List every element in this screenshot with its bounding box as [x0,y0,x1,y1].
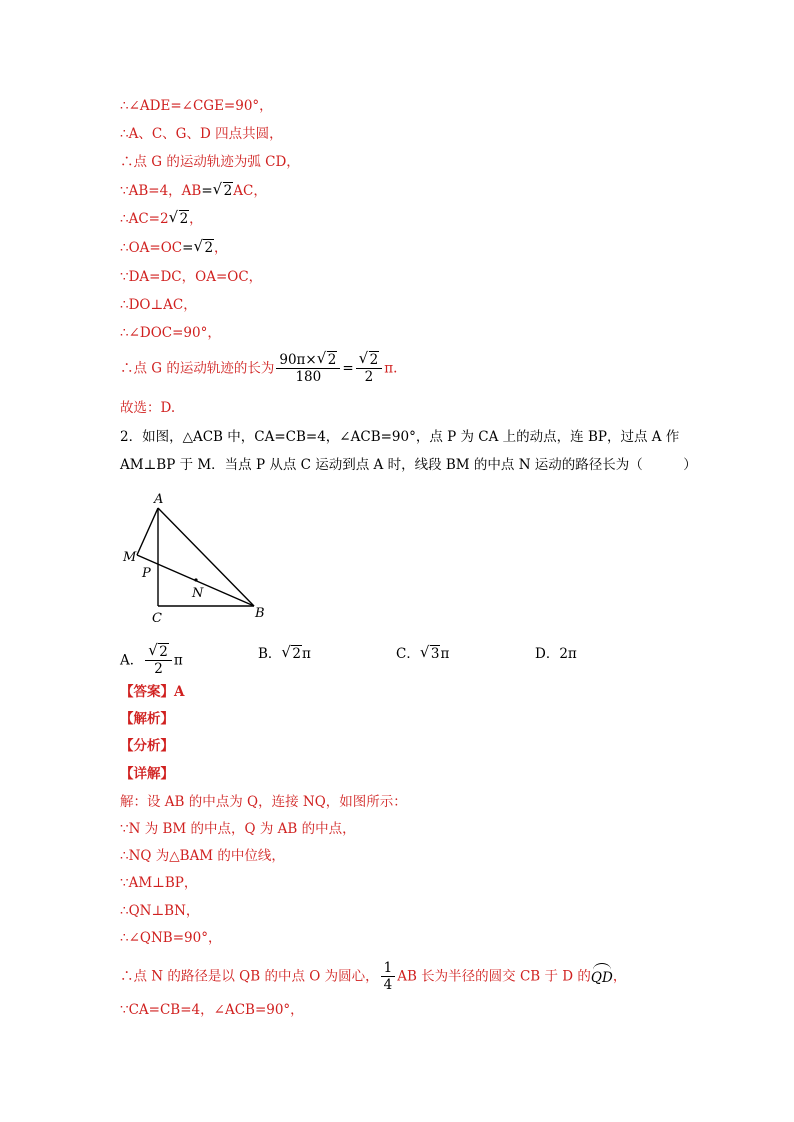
text: AB 长为半径的圆交 CB 于 D 的 [397,968,591,985]
solution-line: ∵DA=DC，OA=OC， [120,269,263,285]
equals: = [342,360,354,377]
denominator: 2 [364,369,374,385]
denominator: 2 [154,661,163,677]
option-b [258,644,311,664]
fraction [356,352,383,385]
text: ∵AB=4，AB [120,183,202,199]
arc-qd [591,965,613,988]
numerator: 90π× [279,352,317,368]
text: ∴点 G 的运动轨迹的长为 [120,360,275,377]
radicand: 2 [204,240,214,256]
solution-line: 解：设 AB 的中点为 Q，连接 NQ，如图所示： [120,794,407,810]
sqrt [282,644,302,664]
fraction [276,352,340,385]
option-a [120,644,183,677]
solution-line [120,352,397,385]
option-label: B． [258,646,282,662]
solution-line: ∵AM⊥BP， [120,875,198,891]
option-label: D． [535,646,560,662]
sqrt [360,352,380,368]
solution-line: ∴点 G 的运动轨迹为弧 CD， [120,154,300,170]
radicand: 2 [327,352,337,368]
detail-heading: 【详解】 [120,766,174,782]
radicand: 2 [292,646,302,662]
radicand: 2 [179,211,189,227]
text: ∴OA=OC [120,240,183,256]
sqrt [214,181,234,201]
solution-line [120,181,267,201]
label-m: M [123,550,137,565]
sqrt [318,352,338,368]
text: ， [214,240,228,256]
solution-line [120,209,203,229]
segment-ab [158,508,254,606]
label-c: C [152,611,162,626]
label-a: A [154,492,164,507]
label-n: N [192,586,204,601]
equals: = [182,240,194,256]
solution-line: ∴NQ 为△BAM 的中位线， [120,848,285,864]
option-d [535,644,577,664]
label-p: P [142,566,151,581]
option-value: 2π [559,646,577,662]
segment-am [137,508,158,555]
sqrt [149,644,169,660]
fraction [381,960,396,993]
solution-line: ∵CA=CB=4，∠ACB=90°， [120,1002,304,1018]
solution-line: ∴DO⊥AC， [120,297,197,313]
radicand: 2 [159,644,168,660]
equals: = [201,183,213,199]
text: ∴AC=2 [120,211,169,227]
answer-line: 故选：D. [120,400,176,416]
point-n [194,578,197,581]
text: ， [189,211,203,227]
text: π. [384,360,398,377]
question-line: AM⊥BP 于 M．当点 P 从点 C 运动到点 A 时，线段 BM 的中点 N 运动的路径长为（ ） [120,457,697,473]
option-label: C． [396,646,420,662]
option-label: A． [120,652,144,669]
pi: π [440,646,450,662]
solution-line: ∴∠DOC=90°， [120,325,221,341]
solution-line [120,960,626,993]
numerator: 1 [381,960,396,977]
analysis-heading: 【分析】 [120,738,174,754]
sqrt [170,209,190,229]
question-line: 2．如图，△ACB 中，CA=CB=4，∠ACB=90°，点 P 为 CA 上的动点，连 BP，过点 A 作 [120,429,680,445]
label-b: B [255,606,265,621]
radicand: 3 [430,646,440,662]
denominator: 4 [383,977,393,993]
solution-line: ∴A、C、G、D 四点共圆， [120,126,283,142]
pi: π [302,646,311,662]
analysis-heading: 【解析】 [120,711,174,727]
solution-line: ∴∠ADE=∠CGE=90°， [120,98,273,114]
radicand: 2 [223,183,233,199]
option-c [396,644,449,664]
solution-line: ∴QN⊥BN， [120,903,200,919]
text: ∴点 N 的路径是以 QB 的中点 O 为圆心， [120,968,379,985]
pi: π [173,652,183,669]
fraction [145,644,172,677]
text: AC， [233,183,267,199]
triangle-figure [118,488,278,628]
sqrt [421,644,441,664]
sqrt [194,238,214,258]
denominator: 180 [295,369,322,385]
solution-line: ∵N 为 BM 的中点，Q 为 AB 的中点， [120,821,356,837]
arc-label: QD [590,970,613,986]
text: ， [612,968,627,985]
radicand: 2 [369,352,379,368]
solution-line [120,238,228,258]
solution-line: ∴∠QNB=90°， [120,930,222,946]
answer-heading: 【答案】A [120,684,185,700]
